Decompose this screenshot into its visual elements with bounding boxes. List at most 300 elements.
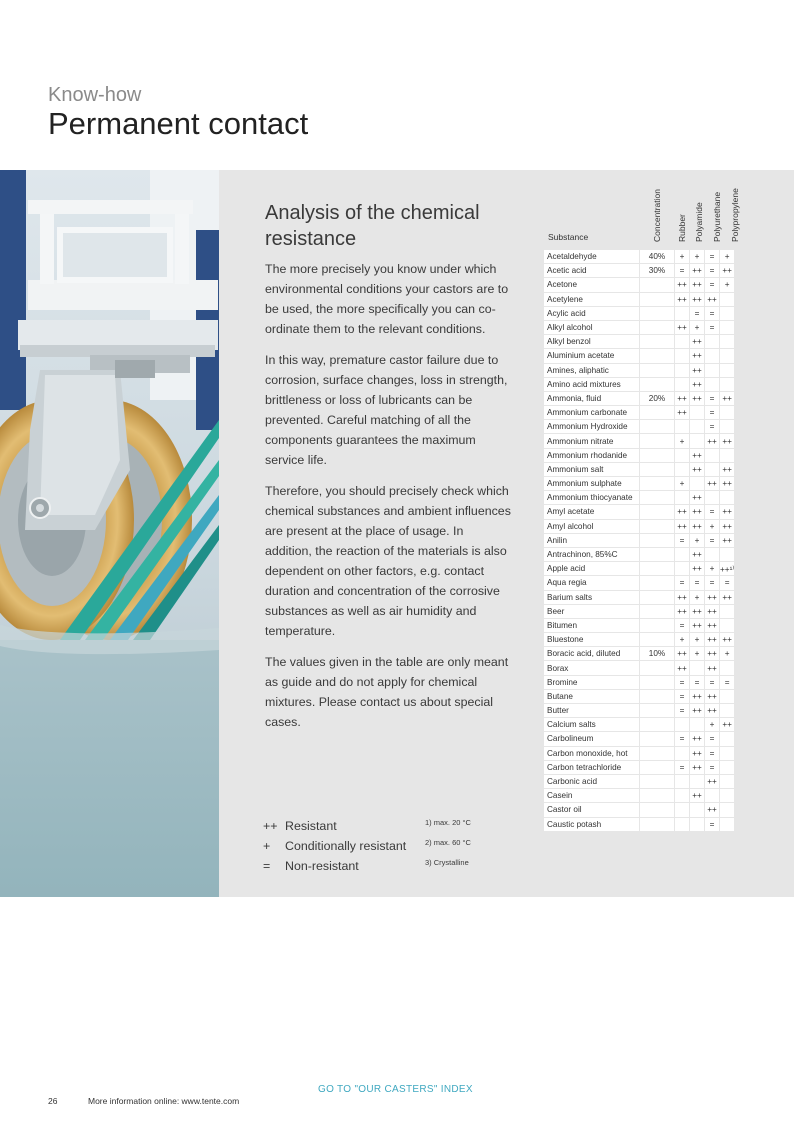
substance-cell: Carbon tetrachloride <box>544 761 639 774</box>
rating-cell <box>705 463 719 476</box>
substance-cell: Barium salts <box>544 591 639 604</box>
rating-cell <box>720 818 734 831</box>
rating-cell: ++¹⁾ <box>720 562 734 575</box>
concentration-cell <box>640 491 674 504</box>
rating-cell: ++ <box>690 264 704 277</box>
rating-cell <box>720 789 734 802</box>
table-row <box>544 335 734 348</box>
substance-cell: Beer <box>544 605 639 618</box>
table-row <box>544 534 734 547</box>
rating-cell: ++ <box>690 789 704 802</box>
rating-cell: + <box>690 647 704 660</box>
table-row <box>544 307 734 320</box>
rating-cell <box>720 293 734 306</box>
table-row <box>544 818 734 831</box>
rating-cell: ++ <box>690 349 704 362</box>
rating-cell <box>690 420 704 433</box>
concentration-cell <box>640 335 674 348</box>
footnote: 3) Crystalline <box>425 858 469 867</box>
substance-cell: Borax <box>544 661 639 674</box>
rating-cell: ++ <box>690 548 704 561</box>
rating-cell: ++ <box>690 619 704 632</box>
rating-cell <box>705 349 719 362</box>
rating-cell: + <box>705 718 719 731</box>
concentration-cell <box>640 534 674 547</box>
rating-cell <box>690 818 704 831</box>
rating-cell: = <box>720 676 734 689</box>
rating-cell: = <box>705 818 719 831</box>
rating-cell: = <box>705 264 719 277</box>
concentration-cell <box>640 406 674 419</box>
rating-cell <box>675 349 689 362</box>
concentration-cell <box>640 321 674 334</box>
rating-cell: + <box>675 434 689 447</box>
rating-cell <box>675 548 689 561</box>
table-row <box>544 789 734 802</box>
concentration-cell <box>640 591 674 604</box>
rating-cell <box>720 420 734 433</box>
concentration-cell <box>640 690 674 703</box>
concentration-cell: 20% <box>640 392 674 405</box>
rating-cell <box>720 704 734 717</box>
concentration-cell <box>640 548 674 561</box>
table-row <box>544 420 734 433</box>
concentration-cell <box>640 676 674 689</box>
rating-cell: ++ <box>705 633 719 646</box>
substance-cell: Boracic acid, diluted <box>544 647 639 660</box>
rating-cell <box>705 491 719 504</box>
rating-cell: ++ <box>690 491 704 504</box>
page-number: 26 <box>48 1096 58 1106</box>
rating-cell: ++ <box>675 505 689 518</box>
rating-cell <box>720 364 734 377</box>
intro-paragraph: The values given in the table are only meant as guide and do not apply for chemical mixtures. Please contact us about special cases. <box>265 655 509 729</box>
rating-cell <box>720 661 734 674</box>
rating-cell: ++ <box>720 477 734 490</box>
concentration-cell <box>640 818 674 831</box>
rating-cell: = <box>675 619 689 632</box>
table-row <box>544 775 734 788</box>
rating-cell: ++ <box>675 647 689 660</box>
rating-cell: = <box>690 676 704 689</box>
rating-cell: + <box>690 633 704 646</box>
substance-cell: Acetaldehyde <box>544 250 639 263</box>
rating-cell <box>720 732 734 745</box>
rating-cell <box>675 747 689 760</box>
table-header-rubber: Rubber <box>677 214 687 242</box>
legend-symbol: = <box>263 859 271 873</box>
substance-cell: Amyl acetate <box>544 505 639 518</box>
castor-photo <box>0 170 219 897</box>
rating-cell: = <box>720 576 734 589</box>
rating-cell: ++ <box>690 520 704 533</box>
rating-cell: ++ <box>690 278 704 291</box>
table-row <box>544 364 734 377</box>
casters-index-link[interactable]: GO TO "OUR CASTERS" INDEX <box>318 1084 473 1095</box>
legend-symbol: + <box>263 839 271 853</box>
table-row <box>544 293 734 306</box>
table-row <box>544 676 734 689</box>
rating-cell <box>720 321 734 334</box>
rating-cell: = <box>690 576 704 589</box>
concentration-cell <box>640 605 674 618</box>
rating-cell: ++ <box>690 293 704 306</box>
concentration-cell <box>640 520 674 533</box>
legend-symbol: ++ <box>263 819 278 833</box>
rating-cell: ++ <box>690 562 704 575</box>
substance-cell: Anilin <box>544 534 639 547</box>
rating-cell: + <box>675 477 689 490</box>
rating-cell <box>720 548 734 561</box>
table-row <box>544 278 734 291</box>
substance-cell: Acetone <box>544 278 639 291</box>
rating-cell <box>690 803 704 816</box>
rating-cell <box>690 661 704 674</box>
substance-cell: Acetylene <box>544 293 639 306</box>
rating-cell <box>690 775 704 788</box>
substance-cell: Bitumen <box>544 619 639 632</box>
rating-cell <box>675 420 689 433</box>
rating-cell: + <box>690 591 704 604</box>
rating-cell <box>720 803 734 816</box>
concentration-cell <box>640 420 674 433</box>
substance-cell: Ammonium sulphate <box>544 477 639 490</box>
concentration-cell <box>640 505 674 518</box>
concentration-cell <box>640 661 674 674</box>
rating-cell <box>675 364 689 377</box>
rating-cell: + <box>705 562 719 575</box>
table-row <box>544 477 734 490</box>
substance-cell: Bromine <box>544 676 639 689</box>
concentration-cell: 40% <box>640 250 674 263</box>
table-row <box>544 718 734 731</box>
rating-cell: ++ <box>705 477 719 490</box>
substance-cell: Ammonia, fluid <box>544 392 639 405</box>
rating-cell: = <box>705 406 719 419</box>
legend-label: Conditionally resistant <box>285 839 407 853</box>
table-row <box>544 633 734 646</box>
rating-cell: = <box>705 321 719 334</box>
rating-cell <box>690 406 704 419</box>
footnotes <box>425 818 471 878</box>
rating-cell <box>690 477 704 490</box>
rating-cell <box>720 491 734 504</box>
rating-cell: = <box>705 392 719 405</box>
concentration-cell <box>640 278 674 291</box>
rating-cell: ++ <box>675 293 689 306</box>
rating-cell: = <box>675 761 689 774</box>
rating-cell: ++ <box>690 378 704 391</box>
concentration-cell <box>640 463 674 476</box>
rating-cell: = <box>705 576 719 589</box>
concentration-cell <box>640 789 674 802</box>
table-row <box>544 605 734 618</box>
rating-cell: ++ <box>675 406 689 419</box>
intro-text <box>265 259 511 743</box>
table-row <box>544 747 734 760</box>
rating-cell: ++ <box>675 591 689 604</box>
rating-cell <box>675 803 689 816</box>
rating-cell <box>675 718 689 731</box>
concentration-cell <box>640 803 674 816</box>
rating-cell: = <box>705 278 719 291</box>
table-row <box>544 576 734 589</box>
footnote: 2) max. 60 °C <box>425 838 471 847</box>
table-header-substance: Substance <box>548 232 589 242</box>
rating-cell <box>720 449 734 462</box>
rating-cell <box>705 378 719 391</box>
substance-cell: Acylic acid <box>544 307 639 320</box>
legend-item <box>263 816 406 836</box>
intro-paragraph: In this way, premature castor failure due to corrosion, surface changes, loss in strength, brittleness or loss of lubricants can be prevented. Careful matching of all the components guarantees the maximum service life. <box>265 353 508 467</box>
concentration-cell <box>640 293 674 306</box>
rating-cell: = <box>675 732 689 745</box>
rating-cell <box>720 307 734 320</box>
concentration-cell <box>640 434 674 447</box>
substance-cell: Castor oil <box>544 803 639 816</box>
rating-cell: ++ <box>720 591 734 604</box>
table-row <box>544 434 734 447</box>
table-row <box>544 704 734 717</box>
rating-cell <box>675 818 689 831</box>
substance-cell: Ammonium nitrate <box>544 434 639 447</box>
rating-cell <box>675 463 689 476</box>
table-row <box>544 321 734 334</box>
substance-cell: Antrachinon, 85%C <box>544 548 639 561</box>
intro-heading: Analysis of the chemical resistance <box>265 202 480 250</box>
rating-cell: ++ <box>690 449 704 462</box>
concentration-cell: 10% <box>640 647 674 660</box>
rating-cell <box>720 335 734 348</box>
rating-cell <box>675 562 689 575</box>
substance-cell: Aqua regia <box>544 576 639 589</box>
substance-cell: Calcium salts <box>544 718 639 731</box>
rating-cell: ++ <box>690 747 704 760</box>
substance-cell: Ammonium Hydroxide <box>544 420 639 433</box>
legend-item <box>263 836 406 856</box>
rating-cell: = <box>705 732 719 745</box>
table-row <box>544 761 734 774</box>
substance-cell: Ammonium rhodanide <box>544 449 639 462</box>
rating-cell <box>720 761 734 774</box>
rating-cell: = <box>705 747 719 760</box>
substance-cell: Caustic potash <box>544 818 639 831</box>
rating-cell <box>690 718 704 731</box>
substance-cell: Butter <box>544 704 639 717</box>
rating-cell: ++ <box>675 520 689 533</box>
substance-cell: Amyl alcohol <box>544 520 639 533</box>
table-row <box>544 264 734 277</box>
rating-cell: ++ <box>690 732 704 745</box>
table-row <box>544 520 734 533</box>
table-row <box>544 392 734 405</box>
rating-cell: + <box>675 250 689 263</box>
substance-cell: Butane <box>544 690 639 703</box>
concentration-cell <box>640 576 674 589</box>
rating-cell: ++ <box>690 463 704 476</box>
substance-cell: Carbolineum <box>544 732 639 745</box>
rating-cell: ++ <box>705 661 719 674</box>
rating-cell: + <box>690 534 704 547</box>
rating-cell: ++ <box>705 704 719 717</box>
rating-cell <box>675 378 689 391</box>
rating-cell <box>720 605 734 618</box>
rating-cell: ++ <box>705 434 719 447</box>
rating-cell: ++ <box>720 392 734 405</box>
rating-cell: ++ <box>720 718 734 731</box>
substance-cell: Carbonic acid <box>544 775 639 788</box>
rating-cell: = <box>675 690 689 703</box>
rating-cell: = <box>705 534 719 547</box>
rating-cell <box>675 491 689 504</box>
concentration-cell <box>640 747 674 760</box>
substance-cell: Amino acid mixtures <box>544 378 639 391</box>
rating-cell: ++ <box>690 704 704 717</box>
rating-cell: ++ <box>690 761 704 774</box>
substance-cell: Carbon monoxide, hot <box>544 747 639 760</box>
concentration-cell <box>640 761 674 774</box>
rating-cell: ++ <box>690 690 704 703</box>
table-row <box>544 406 734 419</box>
table-header-polypropylene: Polypropylene <box>730 188 740 242</box>
legend-label: Non-resistant <box>285 859 359 873</box>
footnote: 1) max. 20 °C <box>425 818 471 827</box>
intro-paragraph: Therefore, you should precisely check which chemical substances and ambient influences are present at the place of usage. In addition, the reaction of the materials is also dependent on other factors, e.g. contact duration and concentration of the corrosive substances as well as air humidity and temperature. <box>265 484 511 638</box>
rating-cell: = <box>675 704 689 717</box>
concentration-cell <box>640 732 674 745</box>
rating-cell: + <box>720 278 734 291</box>
table-row <box>544 505 734 518</box>
rating-cell: ++ <box>720 463 734 476</box>
concentration-cell: 30% <box>640 264 674 277</box>
substance-cell: Apple acid <box>544 562 639 575</box>
concentration-cell <box>640 718 674 731</box>
legend-label: Resistant <box>285 819 337 833</box>
substance-cell: Bluestone <box>544 633 639 646</box>
rating-cell: + <box>720 647 734 660</box>
substance-cell: Amines, aliphatic <box>544 364 639 377</box>
rating-cell <box>720 747 734 760</box>
concentration-cell <box>640 449 674 462</box>
concentration-cell <box>640 307 674 320</box>
rating-cell: = <box>675 534 689 547</box>
substance-cell: Acetic acid <box>544 264 639 277</box>
table-row <box>544 562 734 575</box>
concentration-cell <box>640 633 674 646</box>
table-row <box>544 449 734 462</box>
rating-cell: ++ <box>690 605 704 618</box>
legend <box>263 816 406 876</box>
rating-cell: ++ <box>690 364 704 377</box>
rating-cell: ++ <box>675 605 689 618</box>
rating-cell: = <box>705 761 719 774</box>
rating-cell <box>675 775 689 788</box>
rating-cell <box>705 364 719 377</box>
rating-cell: ++ <box>705 293 719 306</box>
rating-cell: ++ <box>675 278 689 291</box>
rating-cell: = <box>705 307 719 320</box>
substance-cell: Ammonium salt <box>544 463 639 476</box>
rating-cell: ++ <box>720 520 734 533</box>
table-row <box>544 732 734 745</box>
rating-cell: ++ <box>690 505 704 518</box>
rating-cell <box>705 789 719 802</box>
concentration-cell <box>640 704 674 717</box>
concentration-cell <box>640 562 674 575</box>
concentration-cell <box>640 364 674 377</box>
table-row <box>544 647 734 660</box>
rating-cell: ++ <box>720 534 734 547</box>
rating-cell: ++ <box>705 647 719 660</box>
footer-info: More information online: www.tente.com <box>88 1096 240 1106</box>
rating-cell <box>720 690 734 703</box>
substance-cell: Aluminium acetate <box>544 349 639 362</box>
rating-cell: ++ <box>705 605 719 618</box>
rating-cell: ++ <box>720 264 734 277</box>
section-kicker: Know-how <box>48 84 142 106</box>
table-header-polyamide: Polyamide <box>694 202 704 242</box>
table-row <box>544 690 734 703</box>
rating-cell <box>705 335 719 348</box>
table-header-polyurethane: Polyurethane <box>712 191 722 242</box>
rating-cell: ++ <box>705 619 719 632</box>
table-row <box>544 349 734 362</box>
table-header-concentration: Concentration <box>652 189 662 242</box>
concentration-cell <box>640 378 674 391</box>
rating-cell: = <box>675 576 689 589</box>
rating-cell: + <box>690 321 704 334</box>
rating-cell <box>675 449 689 462</box>
rating-cell: ++ <box>705 591 719 604</box>
rating-cell: = <box>705 676 719 689</box>
table-row <box>544 661 734 674</box>
rating-cell: ++ <box>690 335 704 348</box>
rating-cell <box>720 775 734 788</box>
rating-cell: ++ <box>675 392 689 405</box>
chemical-resistance-table <box>543 249 735 832</box>
rating-cell: ++ <box>690 392 704 405</box>
rating-cell <box>705 449 719 462</box>
table-row <box>544 378 734 391</box>
table-row <box>544 463 734 476</box>
legend-item <box>263 856 406 876</box>
substance-cell: Alkyl benzol <box>544 335 639 348</box>
rating-cell <box>720 378 734 391</box>
rating-cell: ++ <box>705 803 719 816</box>
page-title: Permanent contact <box>48 106 309 141</box>
rating-cell: = <box>705 250 719 263</box>
table-row <box>544 491 734 504</box>
rating-cell: ++ <box>720 505 734 518</box>
table-row <box>544 548 734 561</box>
rating-cell: + <box>675 633 689 646</box>
concentration-cell <box>640 619 674 632</box>
rating-cell: + <box>690 250 704 263</box>
rating-cell: + <box>705 520 719 533</box>
concentration-cell <box>640 775 674 788</box>
rating-cell <box>720 406 734 419</box>
concentration-cell <box>640 349 674 362</box>
rating-cell: + <box>720 250 734 263</box>
rating-cell: ++ <box>705 775 719 788</box>
rating-cell: ++ <box>675 661 689 674</box>
table-row <box>544 591 734 604</box>
rating-cell <box>720 619 734 632</box>
rating-cell <box>720 349 734 362</box>
table-row <box>544 619 734 632</box>
table-row <box>544 250 734 263</box>
rating-cell: = <box>675 676 689 689</box>
